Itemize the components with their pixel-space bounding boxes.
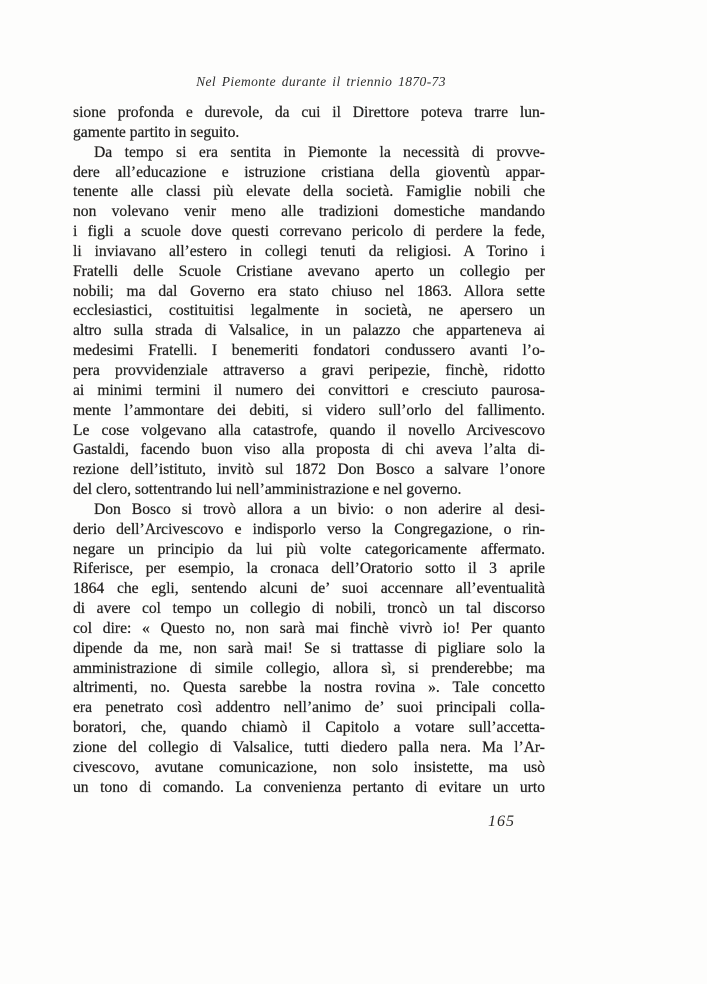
text-line: Da tempo si era sentita in Piemonte la necessità di provve- [94, 143, 545, 161]
text-line: col dire: « Questo no, non sarà mai finchè vivrò io! Per quanto [73, 619, 545, 637]
text-line: civescovo, avutane comunicazione, non solo insistette, ma usò [73, 758, 545, 776]
text-line: altrimenti, no. Questa sarebbe la nostra rovina ». Tale concetto [73, 679, 545, 697]
page-number: 165 [488, 813, 515, 830]
text-line: 1864 che egli, sentendo alcuni de’ suoi accennare all’eventualità [73, 580, 545, 598]
text-line: di avere col tempo un collegio di nobili, troncò un tal discorso [73, 600, 545, 618]
text-line: derio dell’Arcivescovo e indisporlo verso la Congregazione, o rin- [73, 520, 545, 538]
text-line: medesimi Fratelli. I benemeriti fondatori condussero avanti l’o- [73, 342, 545, 360]
text-line: zione del collegio di Valsalice, tutti diedero palla nera. Ma l’Ar- [73, 739, 545, 756]
text-line: dere all’educazione e istruzione cristiana della gioventù appar- [73, 163, 545, 181]
text-line: amministrazione di simile collegio, allora sì, si prenderebbe; ma [73, 659, 545, 677]
text-line: Le cose volgevano alla catastrofe, quando il novello Arcivescovo [73, 421, 545, 439]
text-line: tenente alle classi più elevate della società. Famiglie nobili che [73, 183, 545, 201]
running-header: Nel Piemonte durante il triennio 1870-73 [196, 74, 446, 89]
text-line: un tono di comando. La convenienza pertanto di evitare un urto [73, 778, 545, 796]
text-line: Gastaldi, facendo buon viso alla proposta di chi aveva l’alta di- [73, 441, 545, 459]
text-line: negare un principio da lui più volte categoricamente affermato. [73, 540, 545, 558]
text-line: li inviavano all’estero in collegi tenuti da religiosi. A Torino i [73, 242, 545, 260]
text-line: sione profonda e durevole, da cui il Direttore poteva trarre lun- [73, 104, 545, 121]
text-line: del clero, sottentrando lui nell’amministrazione e nel governo. [73, 481, 462, 499]
body-text [73, 103, 545, 798]
text-line: nobili; ma dal Governo era stato chiuso nel 1863. Allora sette [73, 282, 545, 300]
text-line: i figli a scuole dove questi correvano pericolo di perdere la fede, [73, 223, 545, 241]
text-line: dipende da me, non sarà mai! Se si trattasse di pigliare solo la [73, 639, 545, 657]
text-line: gamente partito in seguito. [73, 123, 240, 141]
text-line: ai minimi termini il numero dei convittori e cresciuto paurosa- [73, 381, 545, 399]
text-line: rezione dell’istituto, invitò sul 1872 Don Bosco a salvare l’onore [73, 461, 545, 479]
text-line: boratori, che, quando chiamò il Capitolo a votare sull’accetta- [73, 719, 545, 737]
text-line: mente l’ammontare dei debiti, si videro sull’orlo del fallimento. [73, 401, 545, 419]
text-line: ecclesiastici, costituitisi legalmente in società, ne apersero un [73, 302, 545, 320]
text-line: altro sulla strada di Valsalice, in un palazzo che apparteneva ai [73, 322, 545, 340]
text-line: Riferisce, per esempio, la cronaca dell’Oratorio sotto il 3 aprile [73, 560, 545, 578]
text-line: era penetrato così addentro nell’animo de’ suoi principali colla- [73, 699, 545, 717]
text-line: pera provvidenziale attraverso a gravi peripezie, finchè, ridotto [73, 361, 545, 379]
text-line: non volevano venir meno alle tradizioni domestiche mandando [73, 203, 545, 221]
text-line: Fratelli delle Scuole Cristiane avevano aperto un collegio per [73, 262, 545, 280]
text-line: Don Bosco si trovò allora a un bivio: o non aderire al desi- [94, 500, 545, 518]
